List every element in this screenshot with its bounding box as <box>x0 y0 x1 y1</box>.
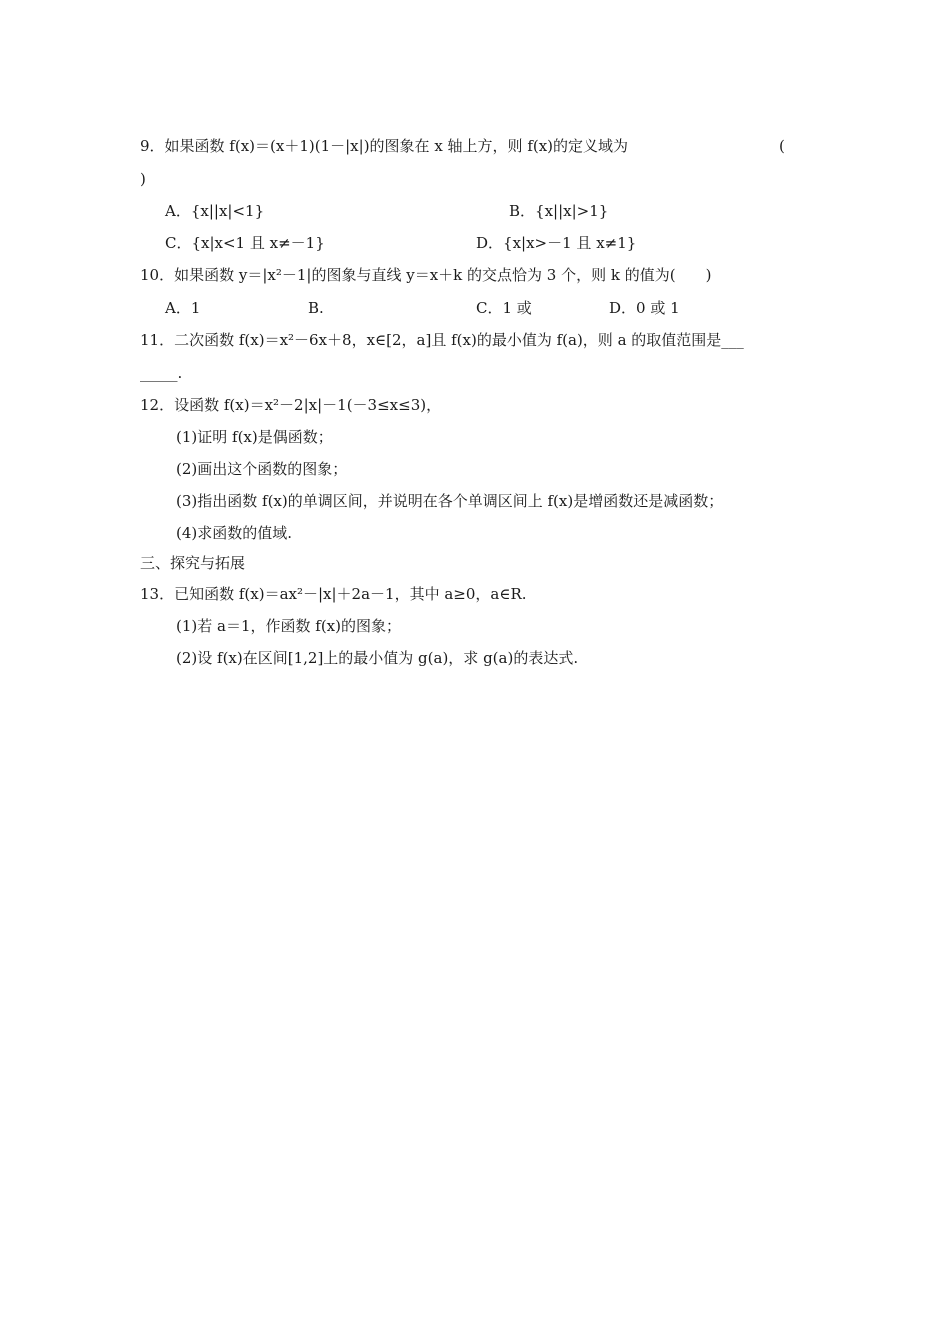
question-9-paren-open: ( <box>779 137 785 155</box>
question-12-part-1: (1)证明 f(x)是偶函数； <box>176 428 333 446</box>
question-9-option-c: C．{x|x<1 且 x≠－1} <box>165 234 325 252</box>
question-9-stem: 9．如果函数 f(x)＝(x＋1)(1－|x|)的图象在 x 轴上方，则 f(x)的定义域为 <box>140 137 629 155</box>
question-9-option-a: A．{x||x|<1} <box>165 202 265 220</box>
question-12-stem: 12．设函数 f(x)＝x²－2|x|－1(－3≤x≤3)， <box>140 396 442 414</box>
question-10-stem: 10．如果函数 y＝|x²－1|的图象与直线 y＝x＋k 的交点恰为 3 个，则 k 的值为( ) <box>140 266 712 284</box>
question-13-part-1: (1)若 a＝1，作函数 f(x)的图象； <box>176 617 401 635</box>
question-9-paren-close: ) <box>140 170 146 188</box>
question-10-option-a: A．1 <box>165 299 201 317</box>
question-12-part-2: (2)画出这个函数的图象； <box>176 460 348 478</box>
question-10-option-c: C．1 或 <box>476 299 532 317</box>
question-10-option-b: B. <box>308 299 324 317</box>
section-title: 三、探究与拓展 <box>140 554 246 572</box>
question-9-option-d: D．{x|x>－1 且 x≠1} <box>476 234 637 252</box>
question-12-part-4: (4)求函数的值域. <box>176 524 293 542</box>
question-11-stem: 11．二次函数 f(x)＝x²－6x＋8，x∈[2，a]且 f(x)的最小值为 f(a)，则 a 的取值范围是___ <box>140 331 744 349</box>
question-12-part-3: (3)指出函数 f(x)的单调区间，并说明在各个单调区间上 f(x)是增函数还是减函数； <box>176 492 724 510</box>
question-10-option-d: D．0 或 1 <box>609 299 680 317</box>
question-11-blank: _____. <box>140 364 183 382</box>
question-13-part-2: (2)设 f(x)在区间[1,2]上的最小值为 g(a)，求 g(a)的表达式. <box>176 649 579 667</box>
question-13-stem: 13．已知函数 f(x)＝ax²－|x|＋2a－1，其中 a≥0，a∈R. <box>140 585 527 603</box>
question-9-option-b: B．{x||x|>1} <box>509 202 609 220</box>
